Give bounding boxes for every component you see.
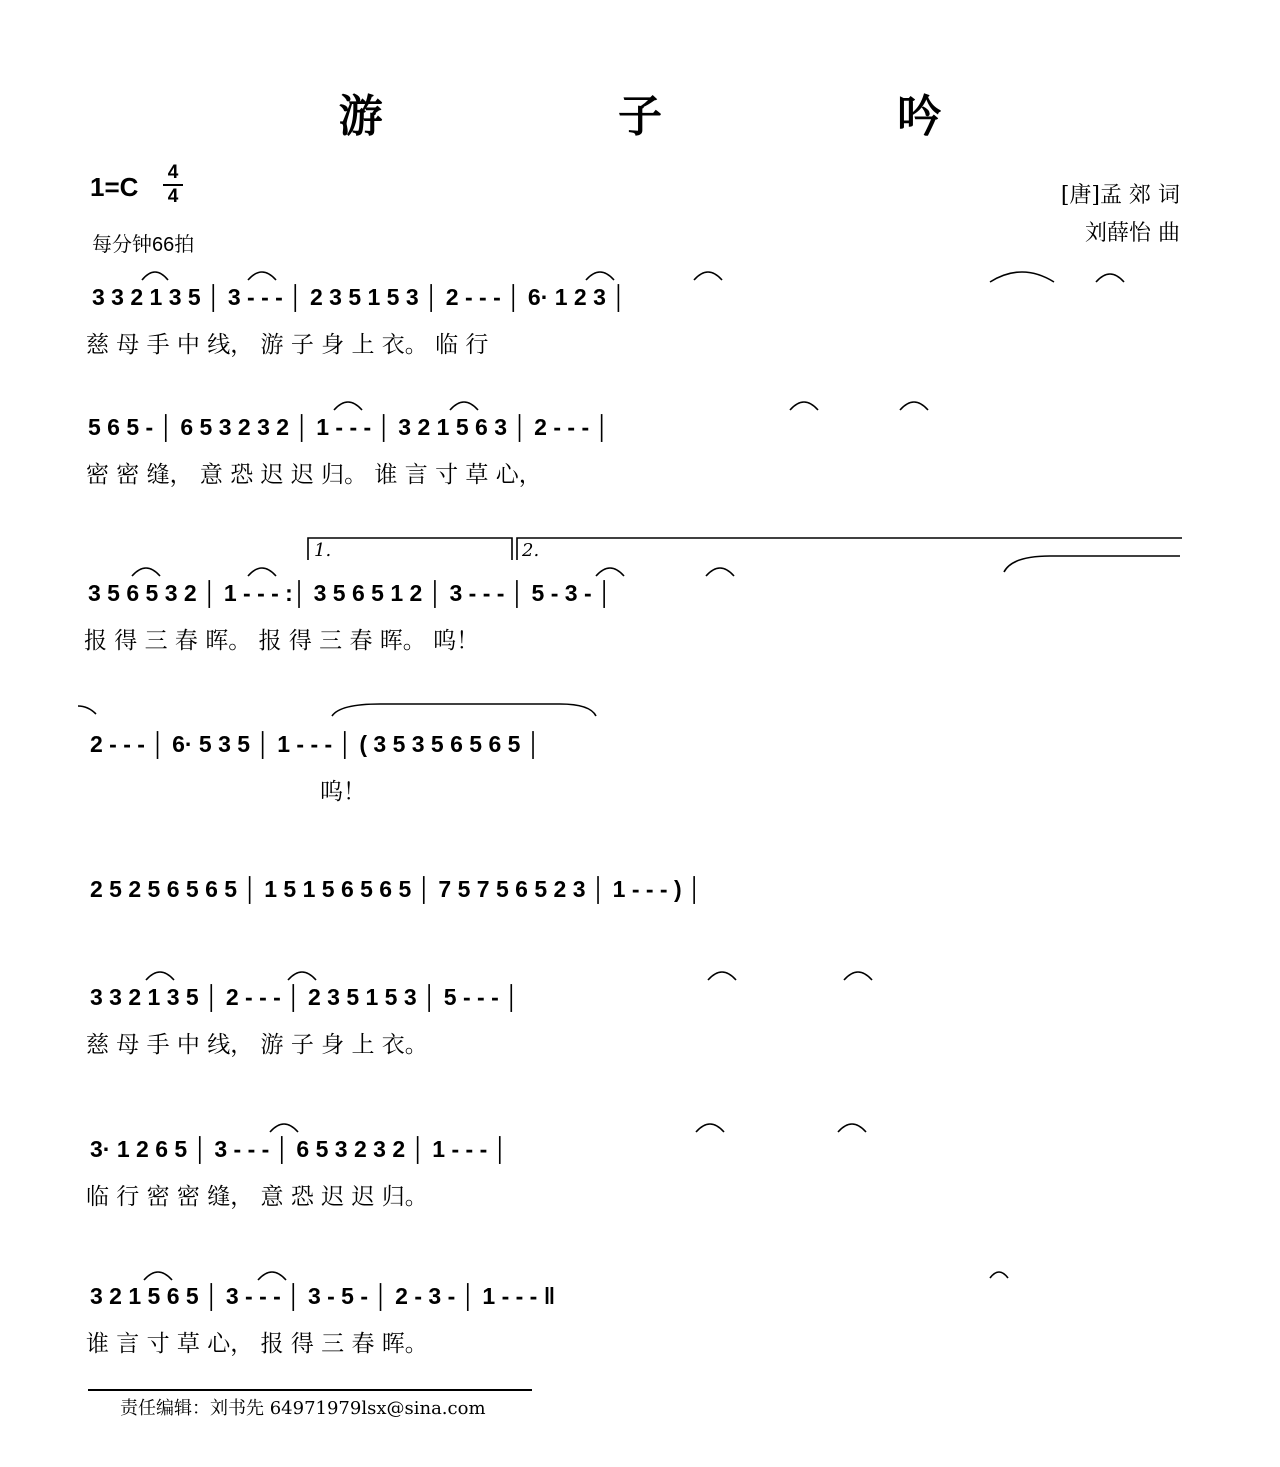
slur-mark <box>248 568 276 576</box>
key-signature: 1=C <box>90 172 139 202</box>
song-title: 游 子 吟 <box>338 91 1052 142</box>
slur-mark <box>838 1124 866 1132</box>
composer-credit: 刘薛怡 曲 <box>1085 221 1180 246</box>
slur-mark <box>790 402 818 410</box>
slur-mark <box>146 972 174 980</box>
slur-mark <box>142 272 168 280</box>
time-signature-bottom: 4 <box>163 184 183 208</box>
time-signature-top: 4 <box>167 162 179 183</box>
score-line-8-notes: 3 2 1 5 6 5 │ 3 - - - │ 3 - 5 - │ 2 - 3 - │ 1 - - - ‖ <box>90 1283 556 1309</box>
slur-mark <box>706 568 734 576</box>
score-line-7-notes: 3· 1 2 6 5 │ 3 - - - │ 6 5 3 2 3 2 │ 1 - - - │ <box>90 1136 508 1162</box>
score-line-3-lyrics: 报 得 三 春 晖。 报 得 三 春 晖。 呜！ <box>84 628 480 654</box>
volta-bracket <box>308 538 512 560</box>
slur-mark <box>132 568 160 576</box>
volta-2-label: 2. <box>522 540 540 561</box>
slur-mark <box>708 972 736 980</box>
score-line-5-notes: 2 5 2 5 6 5 6 5 │ 1 5 1 5 6 5 6 5 │ 7 5 7 5 6 5 2 3 │ 1 - - - ) │ <box>90 876 703 902</box>
footer-editor: 责任编辑：刘书先 64971979lsx@sina.com <box>120 1398 486 1419</box>
score-line-1-lyrics: 慈 母 手 中 线， 游 子 身 上 衣。 临 行 <box>86 332 489 358</box>
score-line-4-notes: 2 - - - │ 6· 5 3 5 │ 1 - - - │ ( 3 5 3 5 6 5 6 5 │ <box>90 731 542 757</box>
volta-1-label: 1. <box>314 540 332 561</box>
slur-mark <box>596 568 624 576</box>
slur-mark <box>844 972 872 980</box>
score-line-3-notes: 3 5 6 5 3 2 │ 1 - - - :│ 3 5 6 5 1 2 │ 3 - - - │ 5 - 3 - │ <box>88 580 613 606</box>
score-line-8-lyrics: 谁 言 寸 草 心， 报 得 三 春 晖。 <box>86 1331 428 1357</box>
score-line-4-lyrics: 呜！ <box>320 779 366 805</box>
slur-mark <box>332 704 596 716</box>
slur-mark <box>1004 556 1180 572</box>
slur-mark <box>270 1124 298 1132</box>
slur-mark <box>450 402 478 410</box>
score-line-1-notes: 3 3 2 1 3 5 │ 3 - - - │ 2 3 5 1 5 3 │ 2 - - - │ 6· 1 2 3 │ <box>92 284 627 310</box>
slur-mark <box>78 706 96 714</box>
slur-mark <box>334 402 362 410</box>
score-line-7-lyrics: 临 行 密 密 缝， 意 恐 迟 迟 归。 <box>86 1184 428 1210</box>
slur-mark <box>694 272 722 280</box>
slur-mark <box>144 1272 172 1280</box>
score-line-2-lyrics: 密 密 缝， 意 恐 迟 迟 归。 谁 言 寸 草 心， <box>86 462 542 488</box>
slur-mark <box>586 272 614 280</box>
score-line-2-notes: 5 6 5 - │ 6 5 3 2 3 2 │ 1 - - - │ 3 2 1 5 6 3 │ 2 - - - │ <box>88 414 610 440</box>
slur-mark <box>900 402 928 410</box>
fermata-mark <box>990 1272 1008 1278</box>
slur-mark <box>990 272 1054 282</box>
tempo-marking: 每分钟66拍 <box>92 234 195 256</box>
lyricist-credit: [唐]孟 郊 词 <box>1060 183 1180 208</box>
slur-mark <box>696 1124 724 1132</box>
score-line-6-notes: 3 3 2 1 3 5 │ 2 - - - │ 2 3 5 1 5 3 │ 5 - - - │ <box>90 984 520 1010</box>
score-line-6-lyrics: 慈 母 手 中 线， 游 子 身 上 衣。 <box>86 1032 428 1058</box>
footer-divider <box>88 1389 532 1391</box>
slur-mark <box>248 272 276 280</box>
slur-mark <box>1096 274 1124 282</box>
slur-mark <box>258 1272 286 1280</box>
slur-mark <box>288 972 316 980</box>
